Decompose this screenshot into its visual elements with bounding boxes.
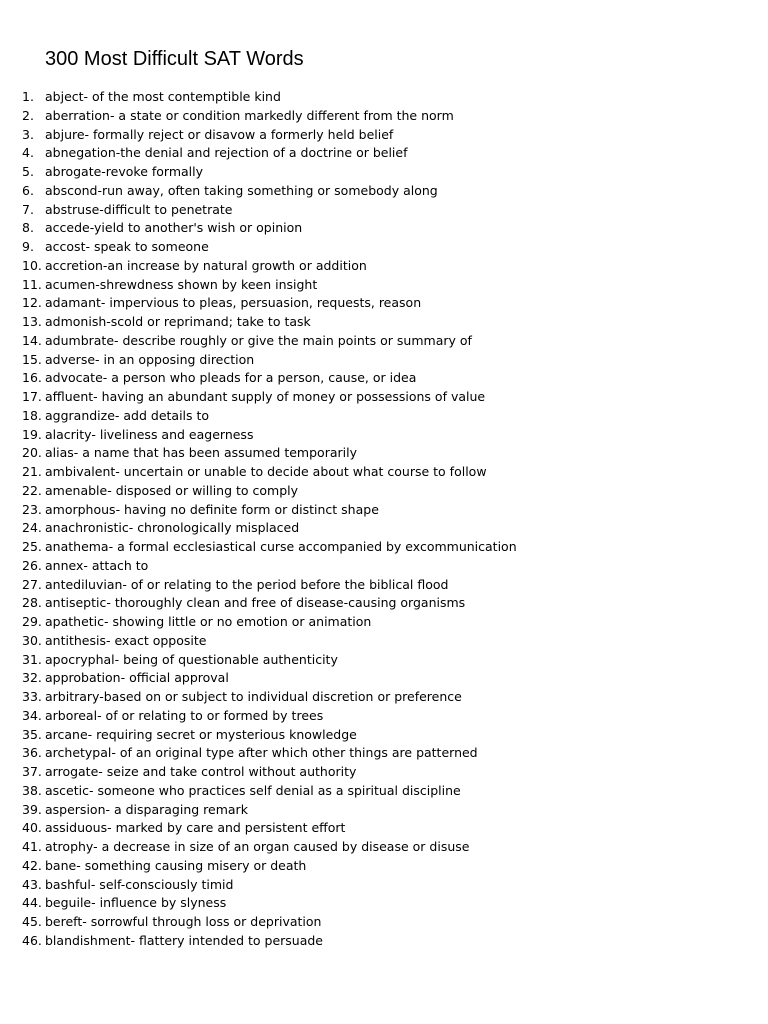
list-item-number: 16. [22,370,42,386]
word-definition: arboreal- of or relating to or formed by trees [45,707,324,723]
list-item-number: 26. [22,557,42,573]
list-item-number: 8. [22,220,34,236]
list-item [0,932,517,951]
list-item [0,238,517,257]
list-item [0,88,517,107]
word-definition: bane- something causing misery or death [45,857,307,873]
word-definition: advocate- a person who pleads for a person, cause, or idea [45,370,417,386]
list-item [0,313,517,332]
word-definition: adumbrate- describe roughly or give the main points or summary of [45,332,472,348]
list-item-number: 13. [22,314,42,329]
list-item-number: 17. [22,389,42,404]
word-definition: arbitrary-based on or subject to individual discretion or preference [45,689,462,704]
list-item-number: 39. [22,801,42,817]
list-item [0,651,517,670]
word-definition: ascetic- someone who practices self denial as a spiritual discipline [45,782,461,798]
word-definition: assiduous- marked by care and persistent effort [45,820,346,836]
word-definition: beguile- influence by slyness [45,895,227,911]
list-item [0,613,517,632]
list-item [0,782,517,801]
list-item [0,876,517,895]
list-item [0,126,517,145]
list-item [0,426,517,445]
word-definition: bereft- sorrowful through loss or deprivation [45,914,322,929]
word-definition: adamant- impervious to pleas, persuasion, requests, reason [45,295,422,311]
word-definition: arcane- requiring secret or mysterious knowledge [45,726,357,742]
list-item-number: 12. [22,295,42,311]
list-item [0,332,517,351]
list-item-number: 23. [22,501,42,517]
list-item-number: 36. [22,745,42,761]
list-item-number: 18. [22,407,42,423]
list-item [0,707,517,726]
list-item-number: 41. [22,839,42,854]
list-item [0,819,517,838]
list-item [0,801,517,820]
list-item [0,144,517,163]
list-item-number: 19. [22,426,42,442]
list-item [0,163,517,182]
list-item [0,538,517,557]
list-item-number: 10. [22,257,42,273]
list-item [0,257,517,276]
list-item-number: 14. [22,332,42,348]
word-definition: annex- attach to [45,557,149,573]
word-definition: anachronistic- chronologically misplaced [45,520,300,536]
list-item-number: 37. [22,764,42,779]
list-item [0,388,517,407]
word-definition: amenable- disposed or willing to comply [45,482,299,498]
list-item-number: 22. [22,482,42,498]
word-definition: accede-yield to another's wish or opinion [45,220,303,236]
word-definition: abject- of the most contemptible kind [45,89,281,104]
list-item [0,219,517,238]
list-item-number: 6. [22,182,34,198]
list-item [0,688,517,707]
list-item-number: 33. [22,689,42,704]
list-item-number: 32. [22,670,42,686]
list-item [0,107,517,126]
word-definition: apocryphal- being of questionable authenticity [45,651,338,667]
word-definition: accretion-an increase by natural growth or addition [45,257,367,273]
word-definition: arrogate- seize and take control without authority [45,764,357,779]
list-item [0,351,517,370]
list-item [0,726,517,745]
list-item-number: 30. [22,632,42,648]
list-item [0,594,517,613]
word-definition: acumen-shrewdness shown by keen insight [45,276,318,292]
word-definition: archetypal- of an original type after which other things are patterned [45,745,478,761]
list-item-number: 11. [22,276,42,292]
word-list [0,88,517,951]
list-item-number: 2. [22,107,34,123]
list-item-number: 31. [22,651,42,667]
list-item [0,857,517,876]
word-definition: aberration- a state or condition markedly different from the norm [45,107,454,123]
list-item [0,444,517,463]
list-item-number: 21. [22,464,42,479]
word-definition: approbation- official approval [45,670,229,686]
word-definition: ambivalent- uncertain or unable to decide about what course to follow [45,464,487,479]
list-item [0,576,517,595]
word-definition: affluent- having an abundant supply of money or possessions of value [45,389,486,404]
list-item [0,369,517,388]
list-item [0,201,517,220]
list-item [0,482,517,501]
list-item-number: 1. [22,89,34,104]
list-item [0,294,517,313]
word-definition: alacrity- liveliness and eagerness [45,426,254,442]
word-definition: accost- speak to someone [45,239,209,254]
list-item [0,557,517,576]
word-definition: abnegation-the denial and rejection of a doctrine or belief [45,145,408,161]
word-definition: aspersion- a disparaging remark [45,801,248,817]
list-item [0,276,517,295]
list-item [0,463,517,482]
list-item-number: 29. [22,614,42,629]
word-definition: blandishment- flattery intended to persuade [45,932,323,948]
list-item [0,501,517,520]
list-item [0,182,517,201]
list-item-number: 7. [22,201,34,217]
list-item [0,763,517,782]
word-definition: alias- a name that has been assumed temporarily [45,445,357,461]
list-item-number: 38. [22,782,42,798]
word-definition: apathetic- showing little or no emotion or animation [45,614,372,629]
list-item [0,913,517,932]
list-item [0,669,517,688]
word-definition: abscond-run away, often taking something or somebody along [45,182,438,198]
word-definition: antiseptic- thoroughly clean and free of disease-causing organisms [45,595,466,611]
list-item-number: 24. [22,520,42,536]
list-item-number: 35. [22,726,42,742]
list-item-number: 42. [22,857,42,873]
list-item-number: 15. [22,351,42,367]
word-definition: abjure- formally reject or disavow a formerly held belief [45,126,394,142]
word-definition: atrophy- a decrease in size of an organ caused by disease or disuse [45,839,470,854]
word-definition: aggrandize- add details to [45,407,210,423]
list-item-number: 45. [22,914,42,929]
list-item-number: 34. [22,707,42,723]
word-definition: adverse- in an opposing direction [45,351,255,367]
list-item-number: 4. [22,145,34,161]
list-item-number: 9. [22,239,34,254]
word-definition: abrogate-revoke formally [45,164,204,179]
list-item-number: 5. [22,164,34,179]
list-item [0,632,517,651]
list-item-number: 46. [22,932,42,948]
word-definition: antithesis- exact opposite [45,632,207,648]
list-item-number: 44. [22,895,42,911]
list-item-number: 3. [22,126,34,142]
list-item-number: 20. [22,445,42,461]
word-definition: anathema- a formal ecclesiastical curse accompanied by excommunication [45,539,517,554]
word-definition: abstruse-difficult to penetrate [45,201,233,217]
list-item-number: 28. [22,595,42,611]
list-item-number: 27. [22,576,42,592]
word-definition: amorphous- having no definite form or distinct shape [45,501,379,517]
word-definition: antediluvian- of or relating to the period before the biblical flood [45,576,449,592]
word-definition: bashful- self-consciously timid [45,876,234,892]
word-definition: admonish-scold or reprimand; take to task [45,314,311,329]
list-item-number: 43. [22,876,42,892]
list-item-number: 25. [22,539,42,554]
list-item [0,838,517,857]
page-title: 300 Most Difficult SAT Words [45,48,304,70]
list-item [0,519,517,538]
list-item [0,894,517,913]
list-item [0,744,517,763]
list-item [0,407,517,426]
list-item-number: 40. [22,820,42,836]
